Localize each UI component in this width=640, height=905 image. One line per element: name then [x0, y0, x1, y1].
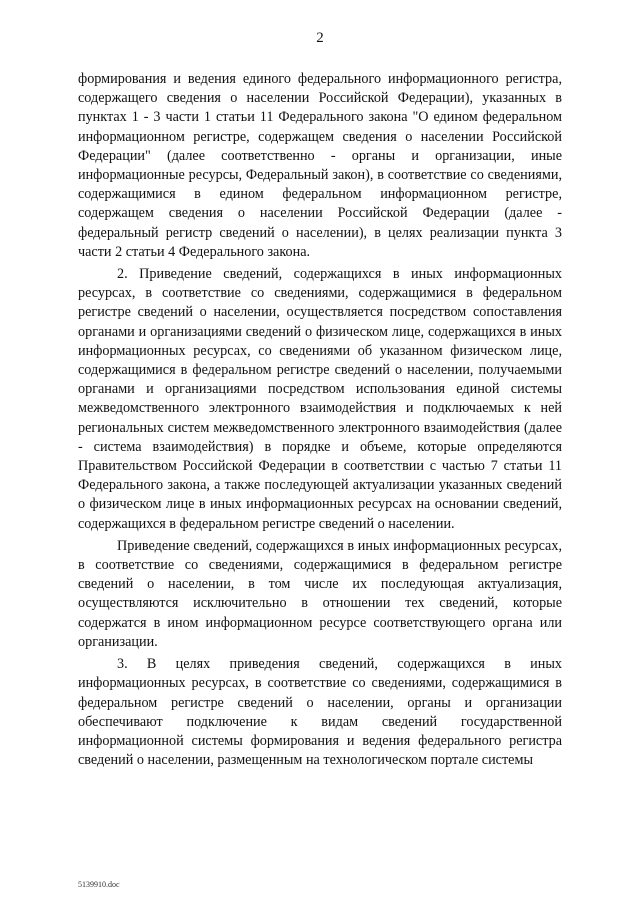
paragraph-continuation: формирования и ведения единого федерального информационного регистра, содержащего сведения о населении Российской Федерации), указанных в пунктах 1 - 3 части 1 статьи 11 Федерального закона "О едином федеральном информационном регистре, содержащем сведения о населении Российской Федерации" (далее соответственно - органы и организации, иные информационные ресурсы, Федеральный закон), в соответствие со сведениями, содержащимися в едином федеральном информационном регистре, содержащем сведения о населении Российской Федерации (далее - федеральный регистр сведений о населении), в целях реализации пункта 3 части 2 статьи 4 Федерального закона. [78, 71, 562, 260]
paragraph-item-2-addendum: Приведение сведений, содержащихся в иных информационных ресурсах, в соответствие со сведениями, содержащимися в федеральном регистре сведений о населении, в том числе их последующая актуализация, осуществляются исключительно в отношении тех сведений, которые содержатся в ином информационном ресурсе соответствующего органа или организации. [78, 537, 562, 650]
footer-document-code: 5139910.doc [78, 880, 120, 889]
paragraph-item-3: 3. В целях приведения сведений, содержащихся в иных информационных ресурсах, в соответствие со сведениями, содержащимися в федеральном регистре сведений о населении, органы и организации обеспечивают подключение к видам сведений государственной информационной системы формирования и ведения федерального регистра сведений о населении, размещенным на технологическом портале системы [78, 656, 562, 769]
paragraph-item-2: 2. Приведение сведений, содержащихся в иных информационных ресурсах, в соответствие со сведениями, содержащимися в федеральном регистре сведений о населении, осуществляется посредством сопоставления органами и организациями сведений о физическом лице, содержащихся в иных информационных ресурсах, со сведениями об указанном физическом лице, содержащимися в федеральном регистре сведений о населении, получаемыми органами и организациями посредством использования единой системы межведомственного электронного взаимодействия и подключаемых к ней региональных систем межведомственного электронного взаимодействия (далее - система взаимодействия) в порядке и объеме, которые определяются Правительством Российской Федерации в соответствии с частью 7 статьи 11 Федерального закона, а также последующей актуализации указанных сведений о физическом лице в иных информационных ресурсах на основании сведений, содержащихся в федеральном регистре сведений о населении. [78, 266, 562, 532]
page-number: 2 [316, 30, 324, 46]
document-body [78, 70, 562, 770]
